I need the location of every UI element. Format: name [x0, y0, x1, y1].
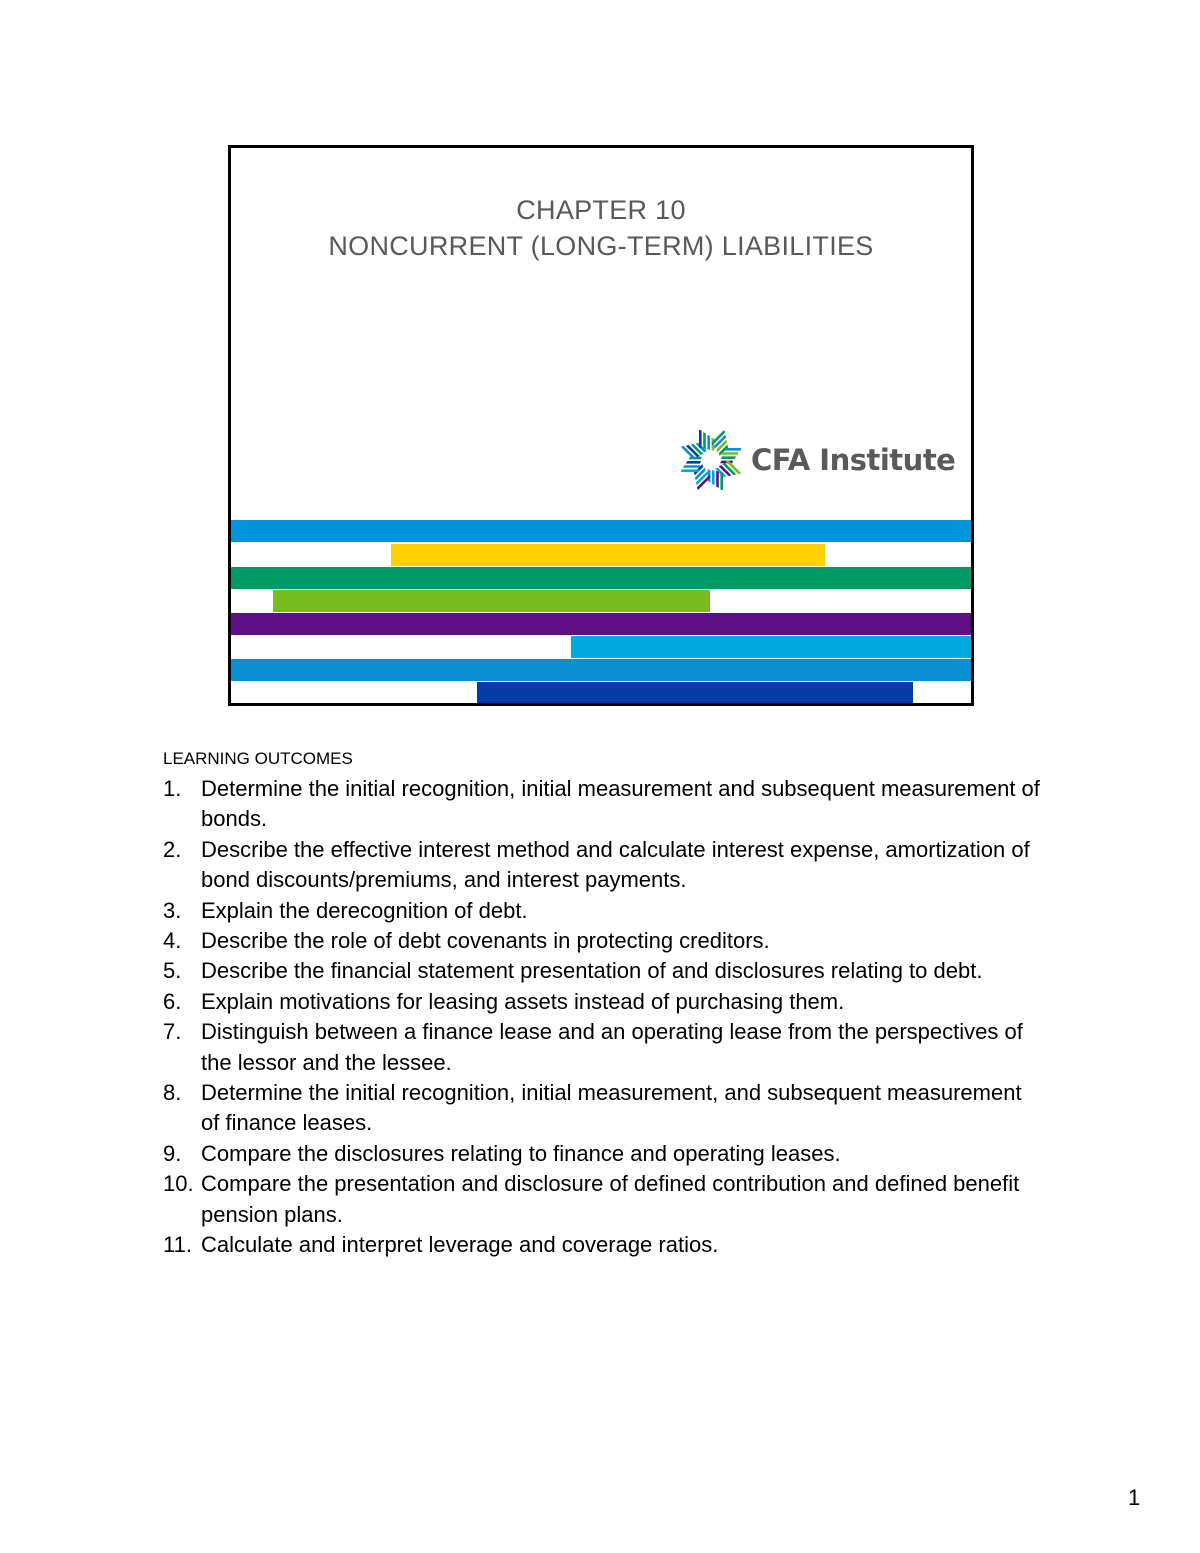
cfa-institute-logo — [681, 430, 955, 490]
slide-title-subject: NONCURRENT (LONG-TERM) LIABILITIES — [328, 231, 874, 261]
stripe-cyan — [571, 636, 971, 658]
outcome-number: 3. — [163, 897, 182, 923]
outcome-number: 6. — [163, 988, 182, 1014]
outcome-number: 10. — [163, 1171, 194, 1197]
outcome-item — [163, 835, 1043, 896]
outcome-number: 4. — [163, 928, 182, 954]
outcome-text: Explain motivations for leasing assets instead of purchasing them. — [201, 988, 845, 1014]
stripe-blue-mid — [231, 659, 971, 681]
outcome-text: Determine the initial recognition, initial measurement and subsequent measurement of bonds. — [201, 776, 1040, 832]
outcome-text: Determine the initial recognition, initial measurement, and subsequent measurement of finance leases. — [201, 1080, 1022, 1136]
stripe-navy — [477, 682, 913, 704]
outcome-item — [163, 926, 1043, 956]
outcome-text: Describe the role of debt covenants in protecting creditors. — [201, 928, 770, 954]
outcome-text: Calculate and interpret leverage and coverage ratios. — [201, 1232, 719, 1258]
stripe-blue-top — [231, 520, 971, 542]
outcome-item — [163, 896, 1043, 926]
outcome-item — [163, 987, 1043, 1017]
outcome-item — [163, 1169, 1043, 1230]
outcome-text: Describe the financial statement presentation of and disclosures relating to debt. — [201, 958, 983, 984]
slide-title-chapter: CHAPTER 10 — [516, 195, 686, 225]
cfa-logo-icon — [681, 430, 741, 490]
outcome-number: 8. — [163, 1080, 182, 1106]
outcome-item — [163, 1139, 1043, 1169]
stripe-yellow — [391, 544, 825, 566]
outcome-item — [163, 1230, 1043, 1260]
outcome-text: Explain the derecognition of debt. — [201, 897, 528, 923]
page-number: 1 — [1128, 1485, 1141, 1510]
outcome-list — [163, 774, 1043, 1261]
stripe-green — [231, 567, 971, 589]
outcome-item — [163, 774, 1043, 835]
outcome-item — [163, 1078, 1043, 1139]
logo-text: CFA Institute — [751, 443, 956, 477]
slide-title — [231, 192, 971, 264]
outcome-text: Describe the effective interest method and calculate interest expense, amortization of bond discounts/premiums, and interest payments. — [201, 836, 1030, 893]
outcome-number: 9. — [163, 1140, 182, 1166]
learning-outcomes — [163, 748, 1043, 1261]
outcome-item — [163, 1017, 1043, 1078]
stripe-lime — [273, 590, 710, 612]
outcome-item — [163, 956, 1043, 986]
outcome-number: 1. — [163, 776, 182, 801]
outcome-number: 5. — [163, 958, 182, 984]
outcome-text: Compare the presentation and disclosure of defined contribution and defined benefit pension plans. — [201, 1171, 1020, 1227]
learning-outcomes-heading: LEARNING OUTCOMES — [163, 749, 353, 768]
outcome-number: 2. — [163, 836, 182, 862]
outcome-text: Distinguish between a finance lease and an operating lease from the perspectives of the lessor and the lessee. — [201, 1019, 1023, 1075]
outcome-number: 7. — [163, 1019, 182, 1045]
outcome-text: Compare the disclosures relating to finance and operating leases. — [201, 1140, 841, 1166]
outcome-number: 11. — [163, 1232, 192, 1258]
slide-thumbnail — [228, 145, 974, 706]
stripe-purple — [231, 613, 971, 635]
